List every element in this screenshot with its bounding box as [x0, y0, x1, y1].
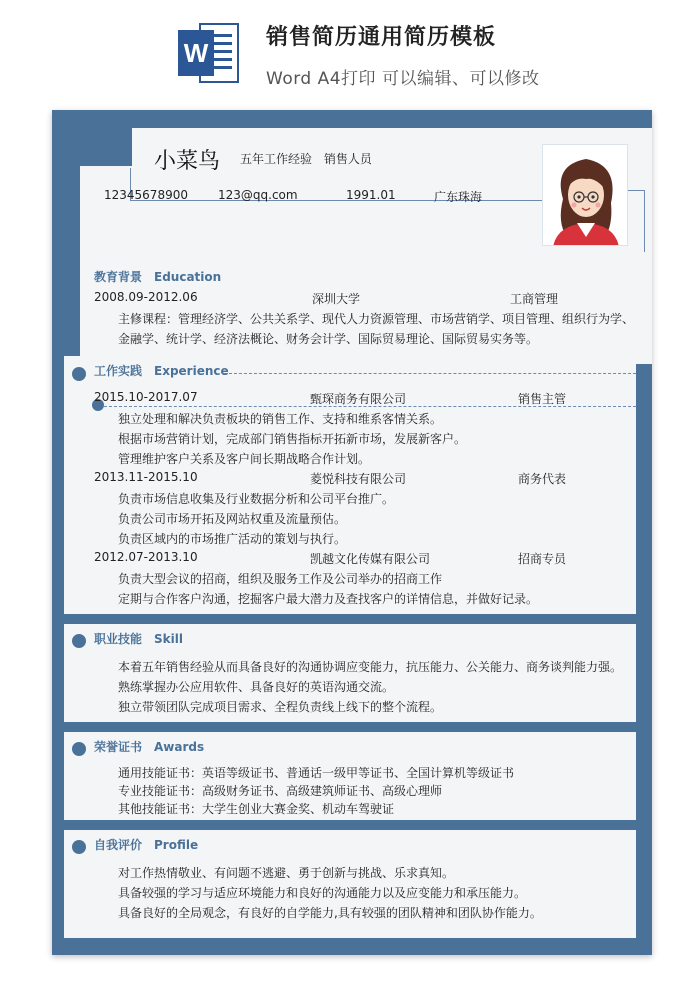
bullet-dot-icon — [72, 742, 86, 756]
job-duty: 负责公司市场开拓及网站权重及流量预估。 — [118, 512, 347, 526]
job-role: 销售主管 — [518, 392, 567, 406]
job-company: 凯越文化传媒有限公司 — [310, 552, 431, 566]
job-duty: 管理维护客户关系及客户间长期战略合作计划。 — [118, 452, 371, 466]
email-address: 123@qq.com — [218, 188, 298, 202]
experience-card — [64, 356, 636, 614]
svg-text:W: W — [183, 38, 209, 68]
job-duty: 负责大型会议的招商，组织及服务工作及公司举办的招商工作 — [118, 572, 443, 586]
profile-item: 具备良好的全局观念，有良好的自学能力,具有较强的团队精神和团队协作能力。 — [118, 906, 542, 920]
education-courses: 主修课程：管理经济学、公共关系学、现代人力资源管理、市场营销学、项目管理、组织行为学、 — [118, 312, 635, 326]
skill-item: 独立带领团队完成项目需求、全程负责线上线下的整个流程。 — [118, 700, 443, 714]
header-card — [80, 128, 652, 364]
job-company: 菱悦科技有限公司 — [310, 472, 407, 486]
section-title-education: 教育背景 Education — [94, 270, 222, 284]
job-duty: 根据市场营销计划，完成部门销售指标开拓新市场，发展新客户。 — [118, 432, 467, 446]
divider — [644, 190, 645, 252]
education-period: 2008.09-2012.06 — [94, 290, 198, 304]
profile-item: 具备较强的学习与适应环境能力和良好的沟通能力以及应变能力和承压能力。 — [118, 886, 527, 900]
divider — [224, 373, 636, 374]
job-period: 2015.10-2017.07 — [94, 390, 198, 404]
profile-card — [64, 830, 636, 938]
skills-card — [64, 624, 636, 722]
education-major: 工商管理 — [510, 292, 559, 306]
bullet-dot-icon — [72, 840, 86, 854]
section-title-experience: 工作实践 Experience — [94, 364, 229, 378]
birth-date: 1991.01 — [346, 188, 396, 202]
education-school: 深圳大学 — [312, 292, 361, 306]
resume-sheet — [52, 110, 652, 955]
bullet-dot-icon — [72, 634, 86, 648]
skill-item: 熟练掌握办公应用软件、具备良好的英语沟通交流。 — [118, 680, 395, 694]
word-doc-icon — [178, 20, 240, 86]
header-notch — [80, 128, 132, 166]
job-duty: 定期与合作客户沟通，挖掘客户最大潜力及查找客户的详情信息，并做好记录。 — [118, 592, 539, 606]
section-title-awards: 荣誉证书 Awards — [94, 740, 205, 754]
job-role: 招商专员 — [518, 552, 567, 566]
section-title-profile: 自我评价 Profile — [94, 838, 199, 852]
profile-item: 对工作热情敬业、有问题不逃避、勇于创新与挑战、乐求真知。 — [118, 866, 455, 880]
candidate-tagline: 五年工作经验 销售人员 — [240, 152, 372, 166]
divider — [628, 190, 644, 191]
award-item: 其他技能证书：大学生创业大赛金奖、机动车驾驶证 — [118, 802, 395, 816]
bullet-dot-icon — [72, 367, 86, 381]
template-banner — [0, 0, 700, 100]
avatar — [542, 144, 628, 246]
template-title: 销售简历通用简历模板 — [266, 25, 497, 50]
phone-number: 12345678900 — [104, 188, 188, 202]
job-period: 2012.07-2013.10 — [94, 550, 198, 564]
job-company: 甄琛商务有限公司 — [310, 392, 407, 406]
job-duty: 负责区域内的市场推广活动的策划与执行。 — [118, 532, 347, 546]
award-item: 通用技能证书：英语等级证书、普通话一级甲等证书、全国计算机等级证书 — [118, 766, 515, 780]
awards-card — [64, 732, 636, 820]
job-role: 商务代表 — [518, 472, 567, 486]
candidate-name: 小菜鸟 — [154, 149, 221, 174]
job-duty: 负责市场信息收集及行业数据分析和公司平台推广。 — [118, 492, 395, 506]
template-subtitle: Word A4打印 可以编辑、可以修改 — [266, 69, 540, 89]
skill-item: 本着五年销售经验从而具备良好的沟通协调应变能力，抗压能力、公关能力、商务谈判能力强。 — [118, 660, 623, 674]
section-title-skills: 职业技能 Skill — [94, 632, 183, 646]
job-duty: 独立处理和解决负责板块的销售工作、支持和维系客情关系。 — [118, 412, 443, 426]
education-courses: 金融学、统计学、经济法概论、财务会计学、国际贸易理论、国际贸易实务等。 — [118, 332, 539, 346]
award-item: 专业技能证书：高级财务证书、高级建筑师证书、高级心理师 — [118, 784, 443, 798]
city: 广东珠海 — [434, 190, 483, 204]
job-period: 2013.11-2015.10 — [94, 470, 198, 484]
